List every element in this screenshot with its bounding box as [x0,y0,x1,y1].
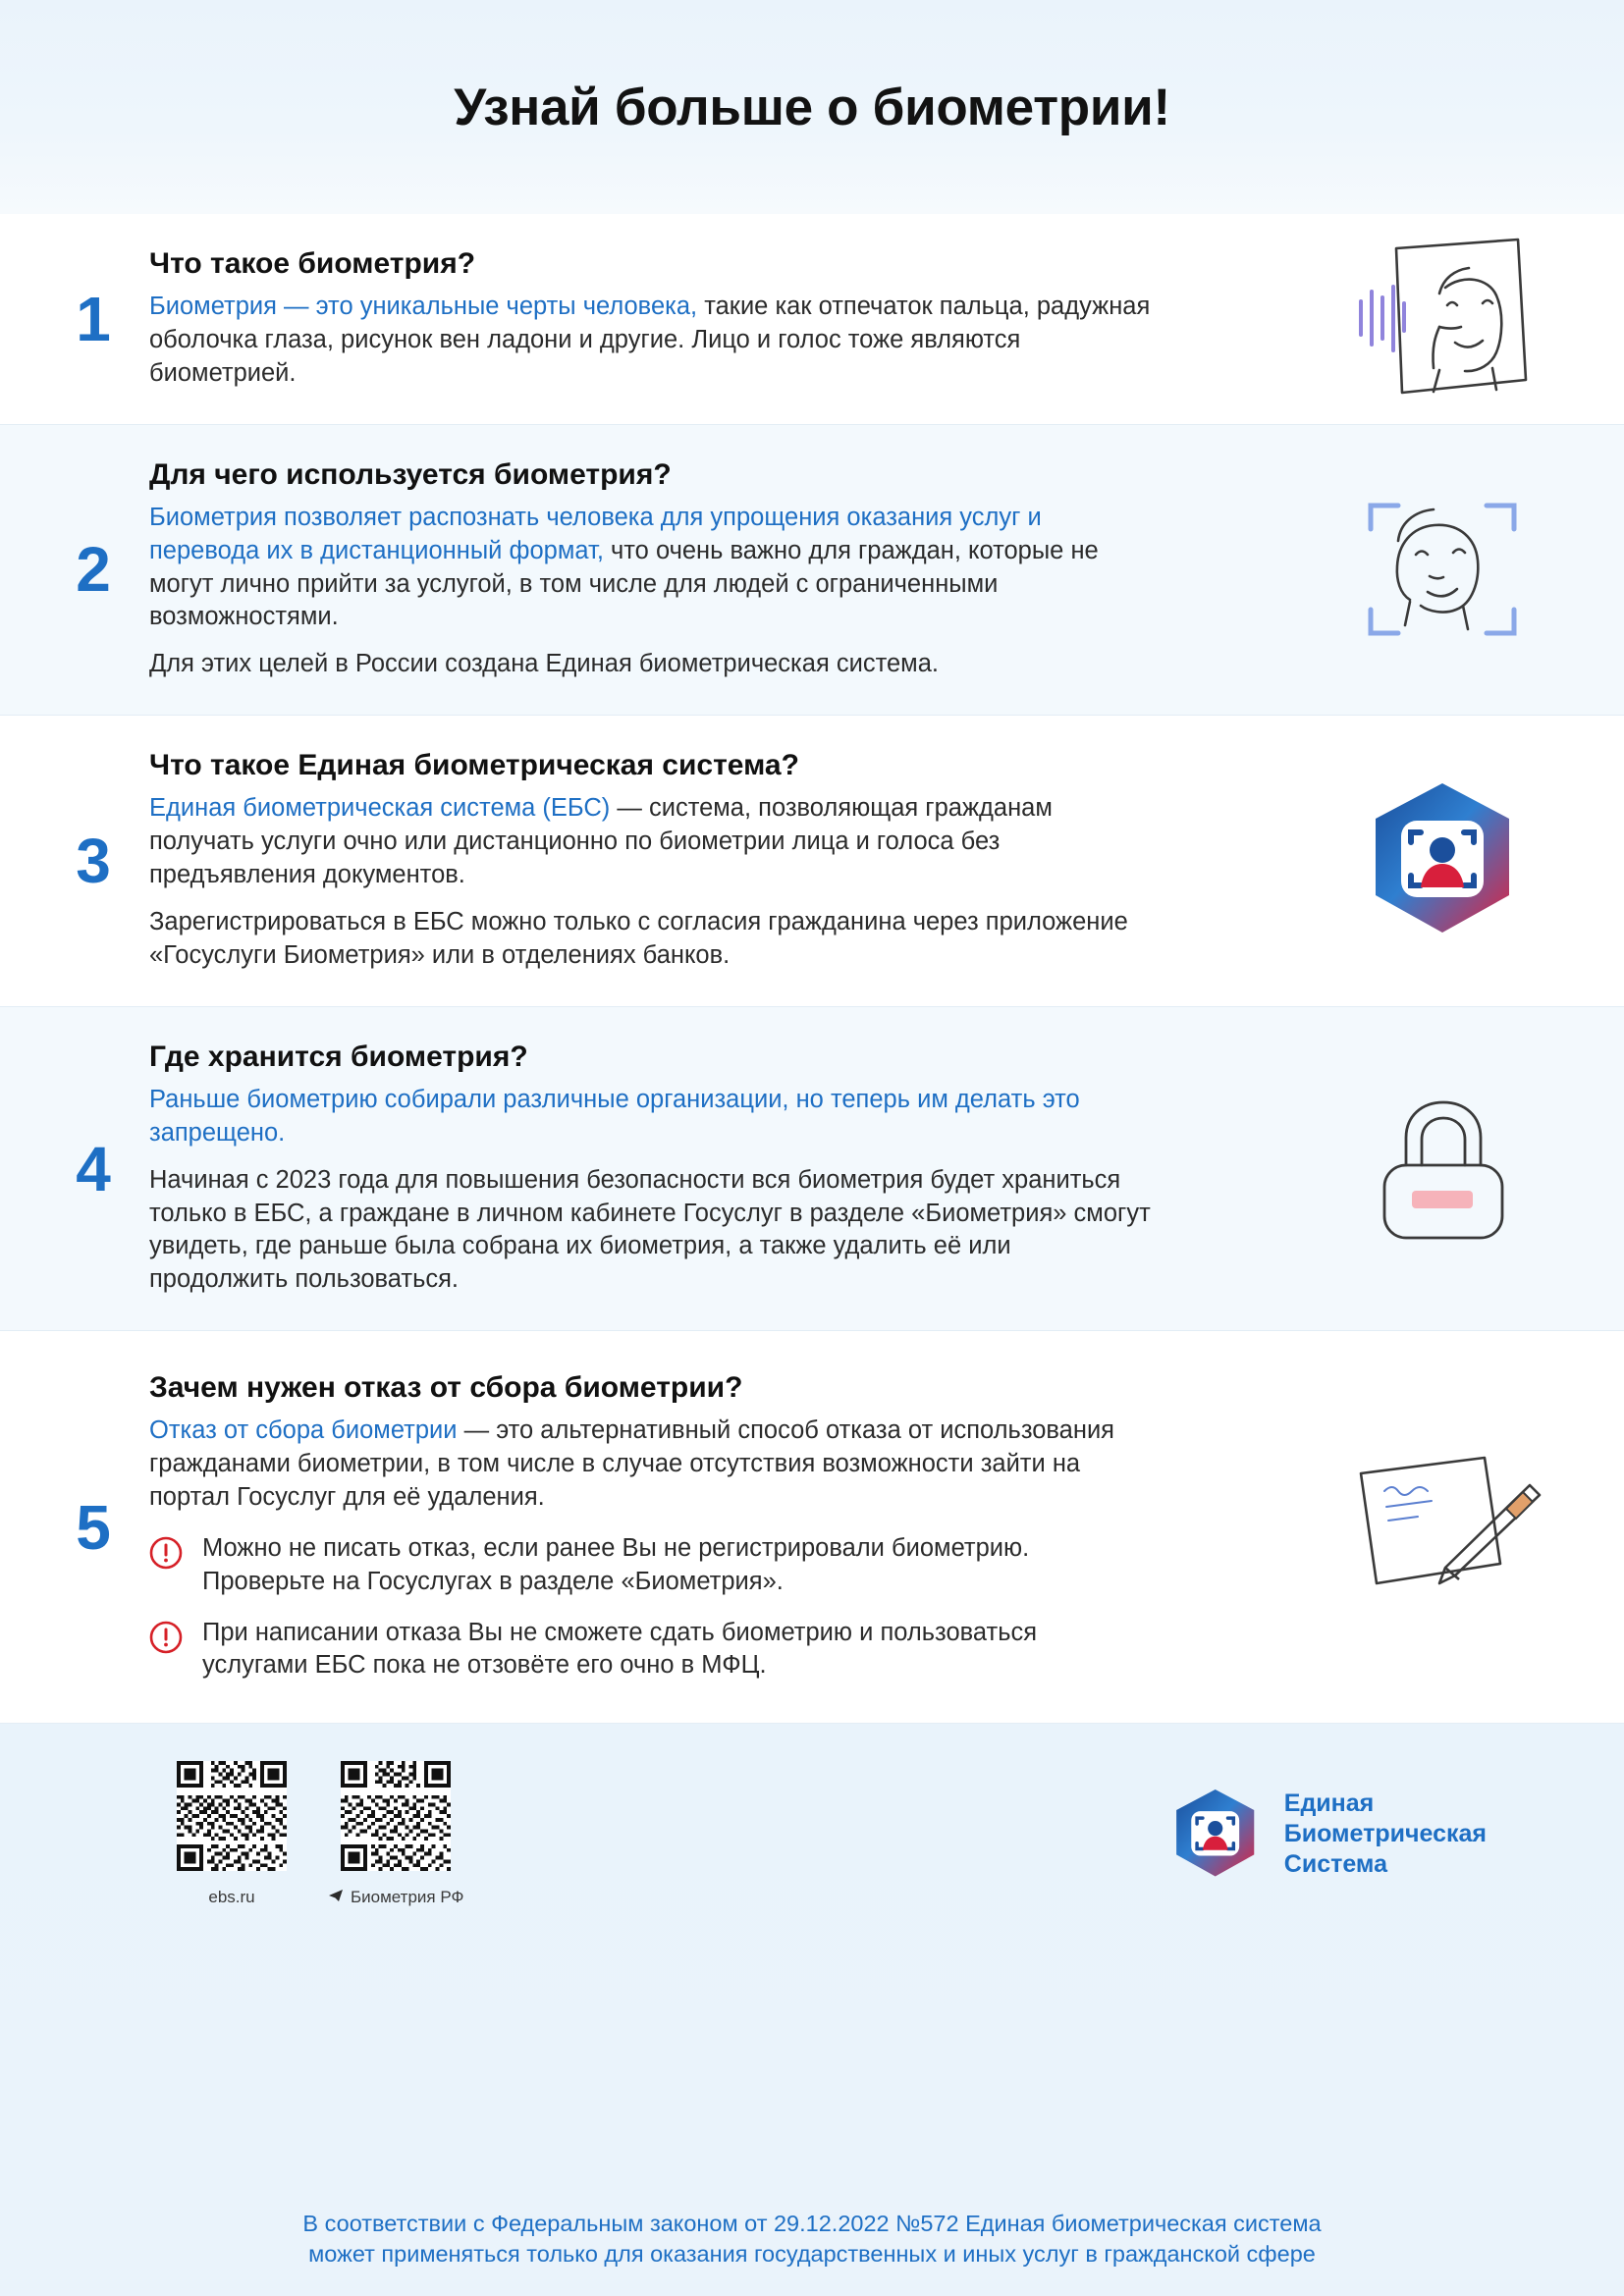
section-title: Что такое Единая биометрическая система? [149,749,799,782]
face-scan-icon [1349,484,1536,656]
section-paragraph: Раньше биометрию собирали различные организации, но теперь им делать это запрещено. [149,1085,1080,1147]
section-3 [0,716,1624,1007]
legal-line-2: может применяться только для оказания государственных и иных услуг в гражданской сфере [308,2241,1316,2268]
section-paragraph [149,1415,1151,1515]
page-title: Узнай больше о биометрии! [454,78,1170,136]
poster-footer [0,1724,1624,2296]
paragraph-text: такие как отпечаток пальца, радужная оболочка глаза, рисунок вен ладони и другие. Лицо и голос тоже являются биометрией. [149,293,1151,387]
section-paragraph [149,291,1151,391]
paragraph-text: что очень важно для граждан, которые не могут лично прийти за услугой, в том числе для людей с ограниченными возможностями. [149,536,1099,631]
section-paragraph: Начиная с 2023 года для повышения безопасности вся биометрия будет храниться только в ЕБС, а граждане в личном кабинете Госуслуг в разделе «Биометрия» смогут увидеть, где раньше была собрана их биометрия, а также удалить её или продолжить пользоваться. [149,1165,1151,1294]
ebs-logo-icon [1362,777,1524,944]
qr-caption-row [328,1888,463,1907]
portrait-fingerprint-icon [1339,233,1545,404]
section-content [132,1007,1320,1330]
brand-line-2: Биометрическая [1283,1820,1487,1848]
section-title: Где хранится биометрия? [149,1040,528,1073]
document-pen-icon [1337,1446,1548,1608]
brand-line-1: Единая [1283,1789,1375,1817]
section-paragraph [149,792,1151,892]
section-illustration [1320,1446,1565,1608]
highlighted-text: Биометрия позволяет распознать человека для упрощения оказания услуг и перевода их в дистанционный формат, [149,503,1042,564]
legal-line-1: В соответствии с Федеральным законом от 29.12.2022 №572 Единая биометрическая система [302,2210,1322,2236]
exclamation-icon [149,1536,183,1575]
telegram-icon [328,1888,344,1907]
qr-code-telegram-icon[interactable] [341,1761,451,1871]
section-title: Для чего используется биометрия? [149,457,672,491]
brand-text [1284,1789,1487,1881]
footer-top [79,1761,1545,1907]
ebs-logo-icon [1168,1784,1263,1886]
note-text: При написании отказа Вы не сможете сдать биометрию и пользоваться услугами ЕБС пока не отзовёте его очно в МФЦ. [202,1618,1038,1680]
exclamation-icon [149,1621,183,1659]
warning-note [149,1532,1131,1599]
section-4 [0,1007,1624,1331]
section-content [132,716,1320,1006]
section-illustration [1320,233,1565,404]
section-paragraph [149,502,1151,635]
qr-item[interactable] [328,1761,463,1907]
section-illustration [1320,1083,1565,1255]
section-title: Что такое биометрия? [149,247,476,280]
section-paragraph: Для этих целей в России создана Единая биометрическая система. [149,650,939,678]
brand-line-3: Система [1283,1850,1387,1879]
section-illustration [1320,777,1565,944]
qr-caption: ebs.ru [208,1888,255,1907]
section-number: 3 [76,826,111,897]
highlighted-text: Биометрия — это уникальные черты человека, [149,293,698,320]
section-number: 1 [76,283,111,354]
legal-disclaimer [79,2191,1545,2270]
qr-code-ebs-icon[interactable] [177,1761,287,1871]
section-2 [0,425,1624,717]
section-content [132,425,1320,716]
paragraph-text: — система, позволяющая гражданам получать услуги очно или дистанционно по биометрии лица и голоса без предъявления документов. [149,794,1053,889]
section-number: 4 [76,1133,111,1204]
qr-block [79,1761,463,1907]
section-illustration [1320,484,1565,656]
section-title: Зачем нужен отказ от сбора биометрии? [149,1371,743,1405]
brand-block [1168,1784,1545,1886]
qr-item[interactable] [177,1761,287,1907]
qr-caption: Биометрия РФ [351,1888,464,1907]
paragraph-text: — это альтернативный способ отказа от использования гражданами биометрии, в том числе в случае отсутствия возможности зайти на портал Госуслуг для её удаления. [149,1416,1114,1511]
padlock-icon [1357,1083,1529,1255]
section-5 [0,1331,1624,1724]
warning-note [149,1617,1131,1683]
section-content [132,214,1320,424]
note-text: Можно не писать отказ, если ранее Вы не регистрировали биометрию. Проверьте на Госуслугах в разделе «Биометрия». [202,1533,1030,1595]
section-number: 2 [76,534,111,606]
highlighted-text: Отказ от сбора биометрии [149,1416,458,1445]
section-content [132,1338,1320,1716]
section-number: 5 [76,1491,111,1563]
poster-header [0,0,1624,214]
section-paragraph: Зарегистрироваться в ЕБС можно только с согласия гражданина через приложение «Госуслуги Биометрия» или в отделениях банков. [149,907,1128,969]
highlighted-text: Единая биометрическая система (ЕБС) [149,794,611,823]
qr-caption-row [177,1888,287,1907]
section-1 [0,214,1624,425]
